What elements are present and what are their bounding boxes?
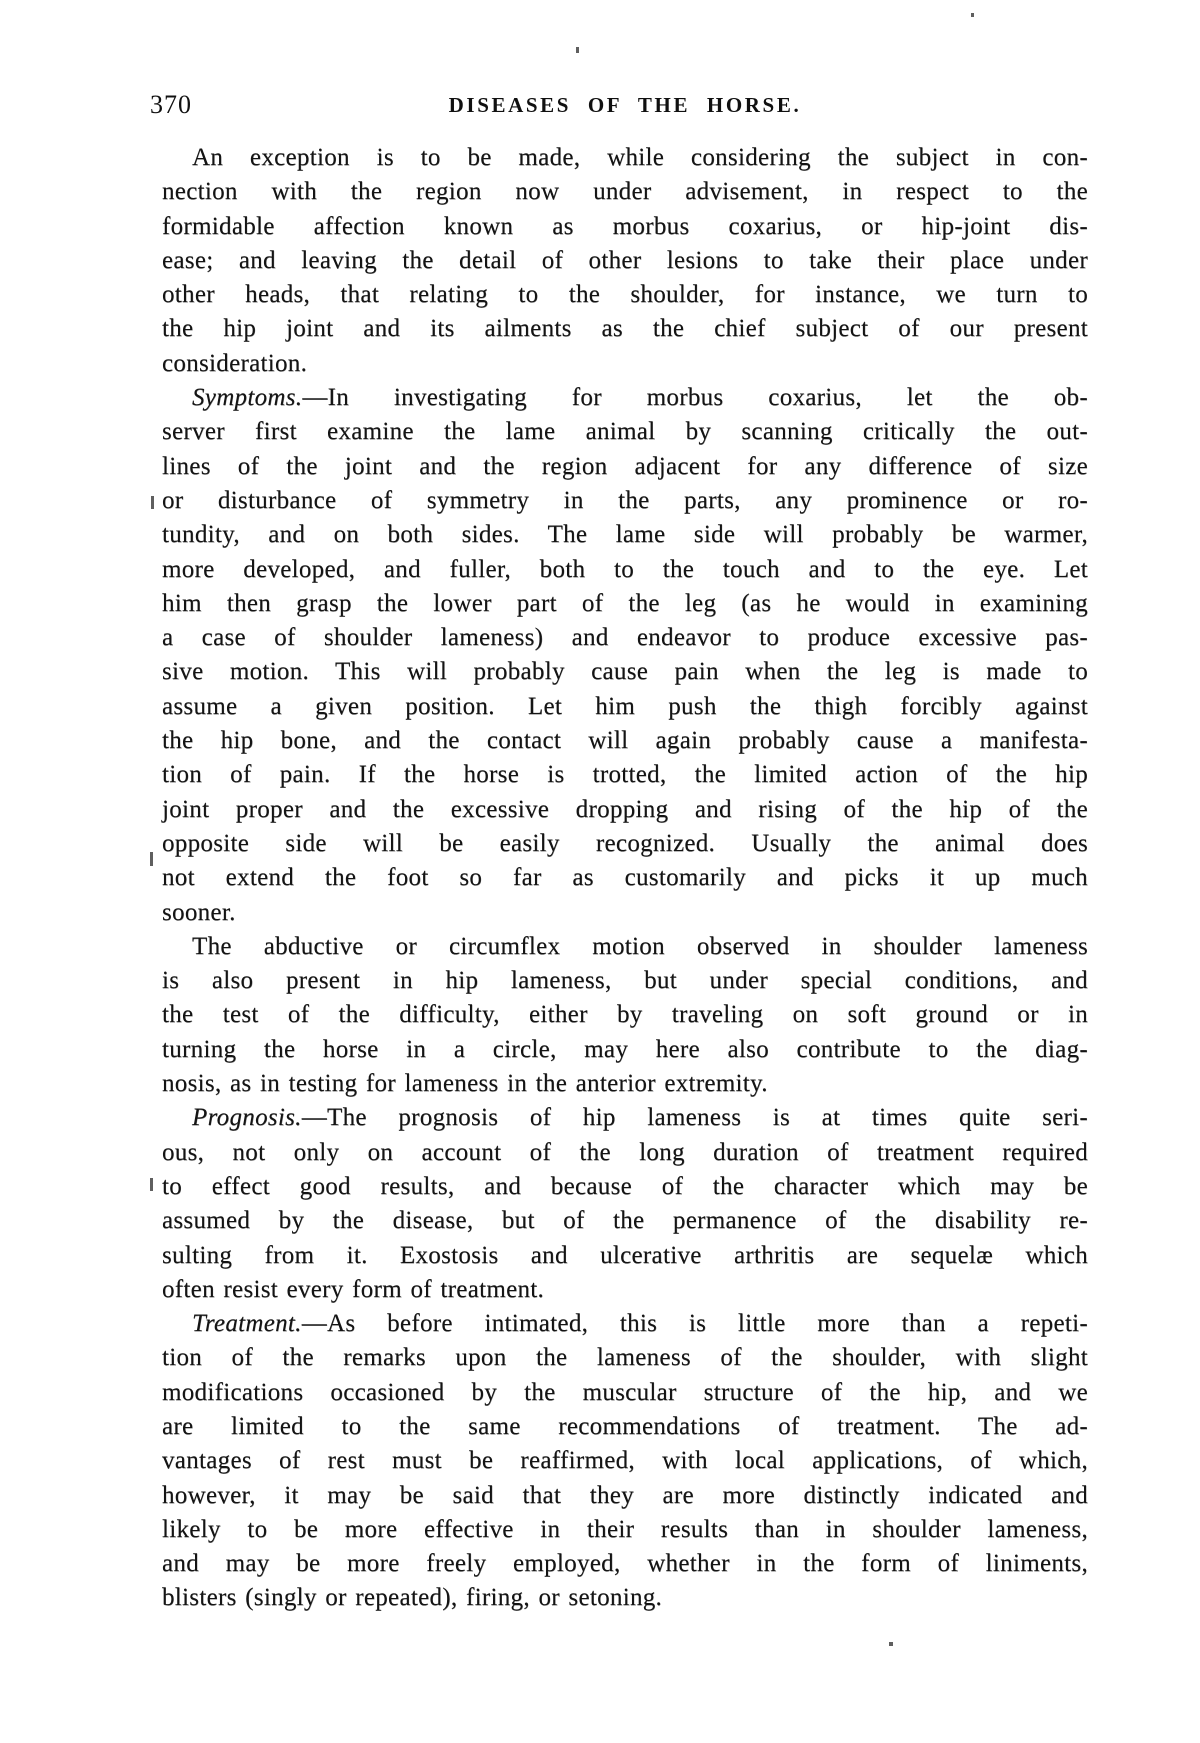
paragraph-lead: Treatment. [192, 1310, 302, 1338]
scan-speck [971, 13, 974, 17]
text-line: to effect good results, and because of the character which may be [162, 1172, 1088, 1200]
paragraph [162, 1307, 1088, 1616]
text-line: a case of shoulder lameness) and endeavor to produce excessive pas- [162, 624, 1088, 652]
scan-speck [151, 496, 154, 509]
text-line: and may be more freely employed, whether in the form of liniments, [162, 1550, 1088, 1578]
paragraph [162, 381, 1088, 930]
text-line: opposite side will be easily recognized. Usually the animal does [162, 829, 1088, 857]
text-line: lines of the joint and the region adjacent for any difference of size [162, 452, 1088, 480]
text-line: server first examine the lame animal by scanning critically the out- [162, 418, 1088, 446]
paragraph [162, 930, 1088, 1101]
page-body [162, 141, 1088, 1616]
text-line: formidable affection known as morbus coxarius, or hip-joint dis- [162, 212, 1088, 240]
paragraph-lead: Symptoms. [192, 384, 303, 412]
text-line: An exception is to be made, while considering the subject in con- [192, 144, 1088, 171]
text-line: ease; and leaving the detail of other lesions to take their place under [162, 246, 1088, 274]
text-line: sooner. [162, 898, 236, 926]
text-line: sulting from it. Exostosis and ulcerative arthritis are sequelæ which [162, 1241, 1088, 1269]
text-line: the hip joint and its ailments as the chief subject of our present [162, 315, 1088, 343]
text-line: consideration. [162, 349, 308, 377]
text-line: vantages of rest must be reaffirmed, with local applications, of which, [162, 1447, 1088, 1475]
text-line: turning the horse in a circle, may here also contribute to the diag- [162, 1035, 1088, 1063]
scan-speck [150, 852, 153, 866]
running-head: DISEASES OF THE HORSE. [448, 93, 802, 117]
scan-speck [889, 1642, 893, 1646]
page-header [150, 90, 1088, 124]
scan-speck [576, 47, 579, 53]
text-line: nection with the region now under advisement, in respect to the [162, 178, 1088, 206]
text-line: however, it may be said that they are more distinctly indicated and [162, 1481, 1088, 1509]
text-line: or disturbance of symmetry in the parts, any prominence or ro- [162, 486, 1088, 514]
text-line: other heads, that relating to the shoulder, for instance, we turn to [162, 281, 1088, 309]
text-line: often resist every form of treatment. [162, 1275, 545, 1303]
text-line: modifications occasioned by the muscular structure of the hip, and we [162, 1378, 1088, 1406]
text-line: The abductive or circumflex motion observed in shoulder lameness [192, 932, 1088, 960]
text-line: him then grasp the lower part of the leg (as he would in examining [162, 589, 1088, 617]
page-number: 370 [150, 90, 192, 119]
text-line: tion of the remarks upon the lameness of the shoulder, with slight [162, 1344, 1088, 1372]
text-line: are limited to the same recommendations of treatment. The ad- [162, 1412, 1088, 1440]
paragraph [162, 1101, 1088, 1307]
text-line: tundity, and on both sides. The lame side will probably be warmer, [162, 521, 1088, 549]
text-line: sive motion. This will probably cause pain when the leg is made to [162, 658, 1088, 686]
text-line: more developed, and fuller, both to the touch and to the eye. Let [162, 555, 1088, 583]
text-line: the hip bone, and the contact will again probably cause a manifesta- [162, 727, 1088, 755]
text-line: Treatment.—As before intimated, this is little more than a repeti- [192, 1310, 1088, 1338]
text-line: Symptoms.—In investigating for morbus coxarius, let the ob- [192, 384, 1088, 412]
text-line: not extend the foot so far as customarily and picks it up much [162, 864, 1088, 892]
paragraph [162, 141, 1088, 381]
text-line: the test of the difficulty, either by traveling on soft ground or in [162, 1001, 1088, 1029]
text-line: nosis, as in testing for lameness in the anterior extremity. [162, 1070, 768, 1098]
text-line: likely to be more effective in their results than in shoulder lameness, [162, 1515, 1088, 1543]
scan-speck [150, 1178, 153, 1191]
text-line: blisters (singly or repeated), firing, or setoning. [162, 1584, 663, 1612]
text-line: is also present in hip lameness, but under special conditions, and [162, 967, 1088, 995]
text-line: assumed by the disease, but of the permanence of the disability re- [162, 1207, 1088, 1235]
text-line: tion of pain. If the horse is trotted, the limited action of the hip [162, 761, 1088, 789]
text-line: Prognosis.—The prognosis of hip lameness is at times quite seri- [192, 1104, 1088, 1132]
text-line: assume a given position. Let him push the thigh forcibly against [162, 692, 1088, 720]
paragraph-lead: Prognosis. [192, 1104, 302, 1132]
text-line: ous, not only on account of the long duration of treatment required [162, 1138, 1088, 1166]
text-line: joint proper and the excessive dropping and rising of the hip of the [162, 795, 1088, 823]
